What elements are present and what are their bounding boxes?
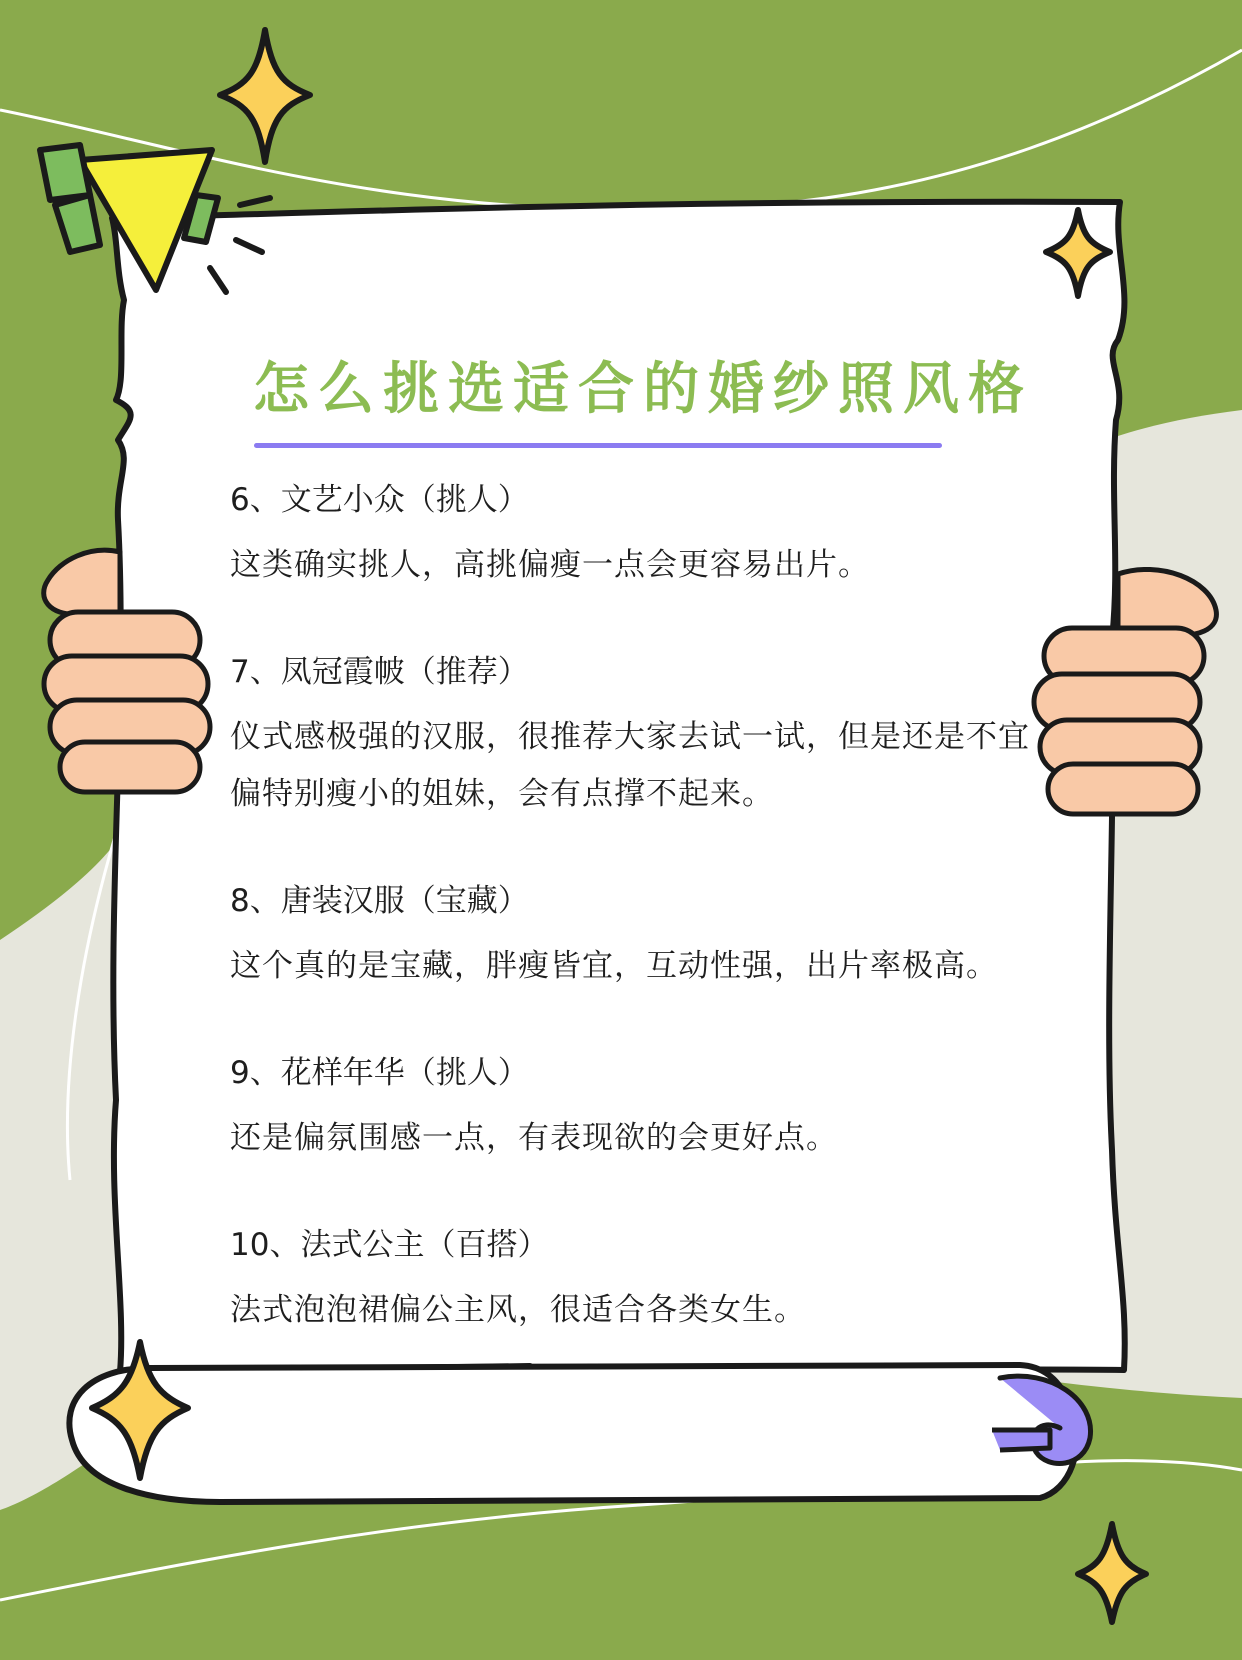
item-body: 还是偏氛围感一点，有表现欲的会更好点。 (230, 1120, 838, 1156)
list-item (230, 1225, 1050, 1339)
list-item (230, 1053, 1050, 1167)
item-heading: 6、文艺小众（挑人） (230, 482, 529, 518)
item-heading: 7、凤冠霞帔（推荐） (230, 654, 529, 690)
title-underline (254, 443, 942, 448)
item-body: 这类确实挑人，高挑偏瘦一点会更容易出片。 (230, 547, 870, 583)
sparkle-icon (1078, 1524, 1146, 1622)
item-heading: 9、花样年华（挑人） (230, 1055, 529, 1091)
item-body: 仪式感极强的汉服，很推荐大家去试一试，但是还是不宜偏特别瘦小的姐妹，会有点撑不起来。 (230, 719, 1030, 812)
item-heading: 10、法式公主（百搭） (230, 1227, 549, 1263)
page-title: 怎么挑选适合的婚纱照风格 (253, 357, 1033, 422)
list-item (230, 652, 1050, 823)
list-item (230, 881, 1050, 995)
item-body: 法式泡泡裙偏公主风，很适合各类女生。 (230, 1292, 806, 1328)
item-body: 这个真的是宝藏，胖瘦皆宜，互动性强，出片率极高。 (230, 948, 998, 984)
style-list (230, 480, 1050, 1397)
item-heading: 8、唐装汉服（宝藏） (230, 883, 529, 919)
list-item (230, 480, 1050, 594)
sparkle-icon (220, 30, 310, 162)
